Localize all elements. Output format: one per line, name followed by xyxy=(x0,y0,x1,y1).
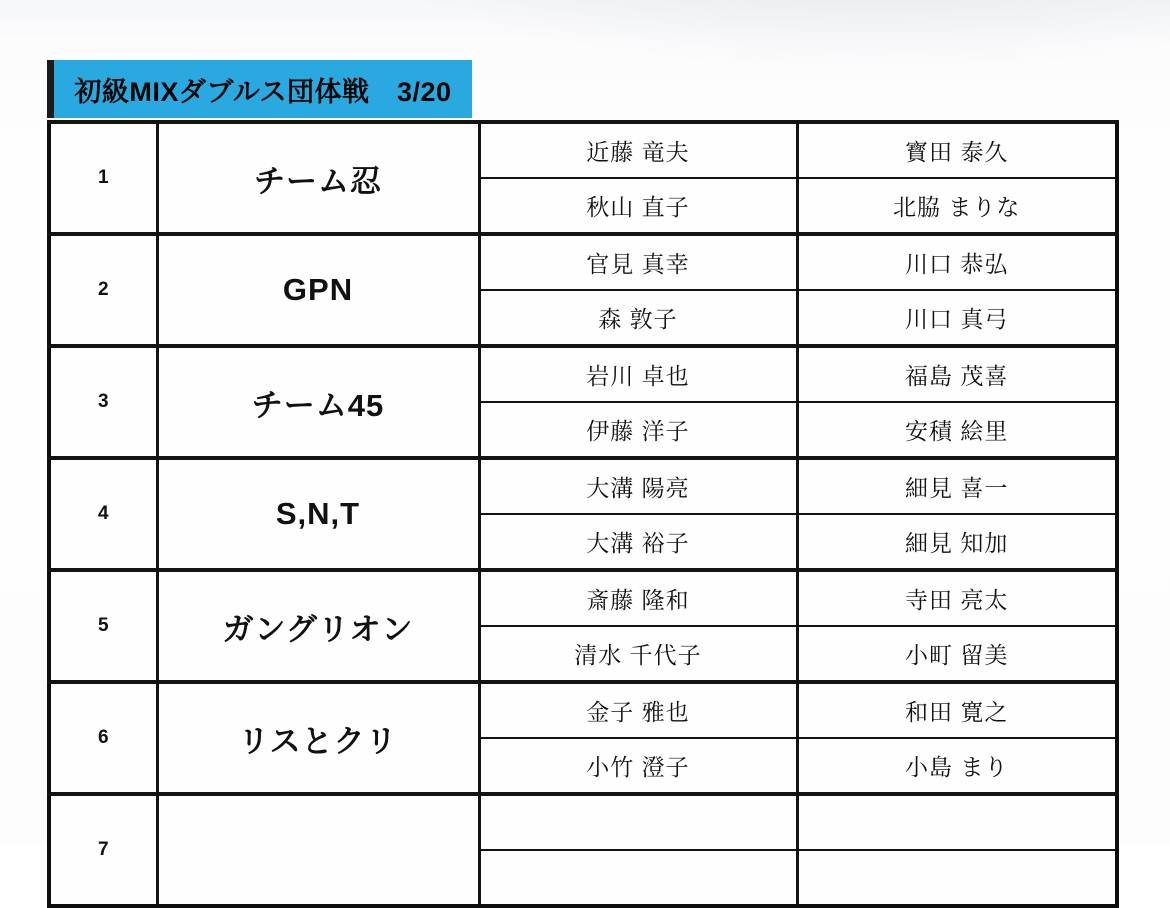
player-name-cell xyxy=(479,850,797,906)
player-name-cell: 寺田 亮太 xyxy=(797,570,1117,626)
player-name-cell: 細見 知加 xyxy=(797,514,1117,570)
player-name-cell: 寳田 泰久 xyxy=(797,122,1117,178)
player-name-cell: 福島 茂喜 xyxy=(797,346,1117,402)
player-name-cell: 川口 真弓 xyxy=(797,290,1117,346)
team-number-cell: 2 xyxy=(49,234,157,346)
player-name-cell: 川口 恭弘 xyxy=(797,234,1117,290)
team-name-cell: ガングリオン xyxy=(157,570,479,682)
team-row-top xyxy=(49,794,1117,850)
team-number-cell: 6 xyxy=(49,682,157,794)
player-name-cell: 小島 まり xyxy=(797,738,1117,794)
player-name-cell: 伊藤 洋子 xyxy=(479,402,797,458)
player-name-cell: 近藤 竜夫 xyxy=(479,122,797,178)
player-name-cell: 森 敦子 xyxy=(479,290,797,346)
team-number-cell: 7 xyxy=(49,794,157,906)
team-number-cell: 1 xyxy=(49,122,157,234)
player-name-cell: 和田 寛之 xyxy=(797,682,1117,738)
player-name-cell: 小町 留美 xyxy=(797,626,1117,682)
team-number-cell: 5 xyxy=(49,570,157,682)
team-number-cell: 3 xyxy=(49,346,157,458)
team-name-cell: チーム45 xyxy=(157,346,479,458)
team-row-top xyxy=(49,570,1117,626)
player-name-cell xyxy=(797,850,1117,906)
team-row-top xyxy=(49,458,1117,514)
team-name-cell xyxy=(157,794,479,906)
team-row-top xyxy=(49,346,1117,402)
team-number-cell: 4 xyxy=(49,458,157,570)
player-name-cell: 北脇 まりな xyxy=(797,178,1117,234)
roster-table xyxy=(47,120,1119,908)
player-name-cell: 金子 雅也 xyxy=(479,682,797,738)
player-name-cell: 岩川 卓也 xyxy=(479,346,797,402)
player-name-cell: 官見 真幸 xyxy=(479,234,797,290)
player-name-cell: 小竹 澄子 xyxy=(479,738,797,794)
team-name-cell: GPN xyxy=(157,234,479,346)
title-banner: 初級MIXダブルス団体戦 3/20 xyxy=(47,60,472,118)
team-row-top xyxy=(49,122,1117,178)
team-name-cell: チーム忍 xyxy=(157,122,479,234)
roster-table-body xyxy=(49,122,1117,906)
player-name-cell: 細見 喜一 xyxy=(797,458,1117,514)
player-name-cell: 秋山 直子 xyxy=(479,178,797,234)
team-row-top xyxy=(49,682,1117,738)
team-name-cell: リスとクリ xyxy=(157,682,479,794)
player-name-cell xyxy=(797,794,1117,850)
team-row-top xyxy=(49,234,1117,290)
player-name-cell: 斎藤 隆和 xyxy=(479,570,797,626)
team-name-cell: S,N,T xyxy=(157,458,479,570)
player-name-cell: 大溝 裕子 xyxy=(479,514,797,570)
player-name-cell: 安積 絵里 xyxy=(797,402,1117,458)
player-name-cell: 清水 千代子 xyxy=(479,626,797,682)
player-name-cell xyxy=(479,794,797,850)
player-name-cell: 大溝 陽亮 xyxy=(479,458,797,514)
